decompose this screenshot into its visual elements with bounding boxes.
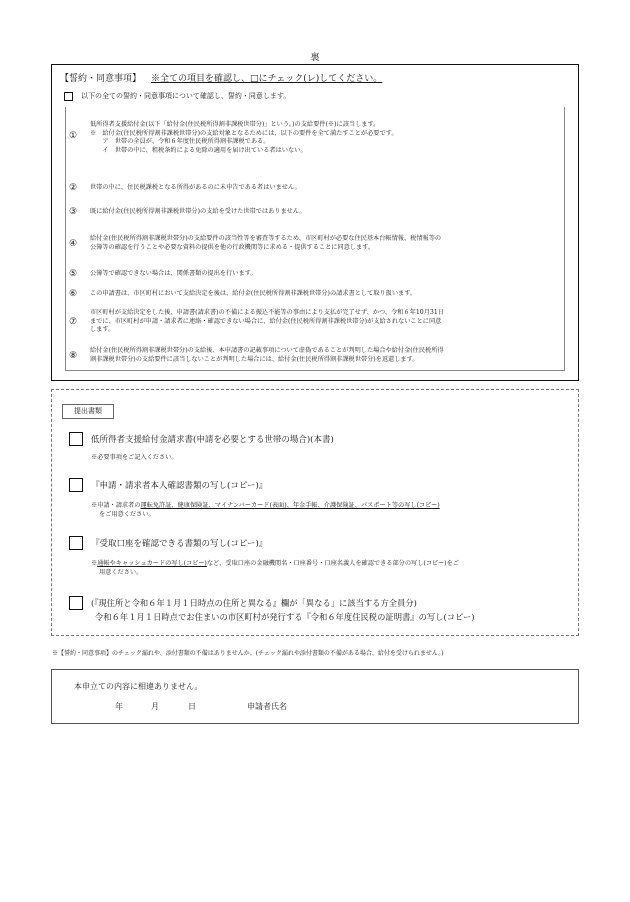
- pledge-item-number: ⑤: [69, 269, 78, 279]
- pledge-item-text: 給付金(住民税所得割非課税世帯分)の支給後、本申請書の記載事項について虚偽であることが判明した場合や給付金(住民税所得 割非課税世帯分)の支給要件に該当しないことが判明した場合には、給付金(住民税所得割非課税世帯分)を返還します。: [90, 347, 444, 363]
- date-month-label: 月: [151, 702, 159, 711]
- pledge-item-number: ⑦: [69, 317, 78, 327]
- pledge-instruction: ※全ての項目を確認し、□にチェック(レ)してください。: [151, 74, 383, 84]
- warning-footnote: ※【誓約・同意事項】のチェック漏れや、添付書類の不備はありませんか。(チェック漏れや添付書類の不備がある場合、給付を受けられません。): [52, 650, 444, 657]
- agree-all-label: 以下の全ての誓約・同意事項について確認し、誓約・同意します。: [81, 92, 291, 100]
- page-side-label: 裏: [310, 53, 320, 63]
- pledge-item-text: この申請書は、市区町村において支給決定を後は、給付金(住民税所得割非課税世帯分)の請求書として取り扱います。: [90, 290, 417, 297]
- document-label: 『受取口座を確認できる書類の写し(コピー)』: [91, 539, 268, 549]
- pledge-item-text: 給付金(住民税所得割非課税世帯分)の支給要件の該当性等を審査等するため、市区町村が必要な住民基本台帳情報、税情報等の 公簿等の確認を行うことや必要な資料の提供を他の行政機関等に求める・提供することに同意します。: [90, 235, 442, 251]
- pledge-item-text: 既に給付金(住民税所得割非課税世帯分)の支給を受けた世帯ではありません。: [90, 208, 306, 215]
- documents-title: 提出書類: [62, 404, 114, 419]
- document-checkbox[interactable]: [69, 596, 83, 610]
- declaration-text: 本申立ての内容に相違ありません。: [74, 682, 203, 691]
- pledge-item-number: ③: [69, 207, 78, 217]
- agree-all-row[interactable]: [64, 91, 290, 101]
- documents-section: [51, 389, 579, 636]
- pledge-item-number: ④: [69, 239, 78, 249]
- document-checkbox[interactable]: [69, 432, 83, 446]
- document-note: ※必要事項をご記入ください。: [91, 454, 178, 461]
- document-note: ※通帳やキャッシュカードの写し(コピー)など、受取口座の金融機関名・口座番号・口座名義人を確認できる部分の写し(コピー)をご 用意ください。: [91, 560, 459, 576]
- pledge-item-number: ①: [69, 131, 78, 141]
- document-label: 『申請・請求者本人確認書類の写し(コピー)』: [91, 481, 268, 491]
- document-checkbox[interactable]: [69, 536, 83, 550]
- document-label: 低所得者支援給付金請求書(申請を必要とする世帯の場合)(本書): [91, 435, 334, 445]
- pledge-item-text: 市区町村が支給決定をした後、申請書(請求書)の不備による振込不能等の事由により支払が完了せず、かつ、令和６年10月31日 までに、市区町村が申請・請求者に連絡・確認できない場合に、給付金(住民税所得割非課税世帯分)が支給されないことに同意 します。: [90, 309, 444, 333]
- declaration-section: [51, 669, 579, 724]
- pledge-item-text: 低所得者支援給付金(以下「給付金(住民税所得割非課税世帯分)」という。)の支給要件(※)に該当します。 ※ 給付金(住民税所得割非課税世帯分)の支給対象となるためには、以下の要件を全て満たすことが必要です。 ア 世帯の全員が、令和６年度住民税所得割非課税である。 イ 世帯の中に、租税条約による免除の適用を届け出ている者はいない。: [90, 121, 398, 154]
- pledge-header: [60, 71, 382, 84]
- pledge-title: 【誓約・同意事項】: [60, 74, 142, 84]
- date-year-label: 年: [115, 702, 123, 711]
- date-day-label: 日: [188, 702, 196, 711]
- pledge-item-number: ⑧: [69, 351, 78, 361]
- pledge-item-text: 世帯の中に、住民税課税となる所得があるのに未申告である者はいません。: [90, 184, 301, 191]
- pledge-item-text: 公簿等で確認できない場合は、関係書類の提出を行います。: [90, 270, 257, 277]
- pledge-items-list: [65, 107, 565, 371]
- applicant-name-label: 申請者氏名: [247, 702, 287, 711]
- document-note: ※申請・請求者の運転免許証、健康保険証、マイナンバーカード(表面)、年金手帳、介護保険証、パスポート等の写し(コピー) をご用意ください。: [91, 502, 440, 518]
- pledge-item-number: ②: [69, 183, 78, 193]
- document-label: (『現住所と令和６年１月１日時点の住所と異なる』欄が「異なる」に該当する方全員分): [91, 598, 417, 608]
- document-checkbox[interactable]: [69, 478, 83, 492]
- agree-all-checkbox[interactable]: [64, 92, 73, 101]
- pledge-item-number: ⑥: [69, 289, 78, 299]
- document-label-2: 令和６年１月１日時点でお住まいの市区町村が発行する『令和６年度住民税の証明書』の写し(コピー): [95, 612, 475, 622]
- pledge-section: [51, 64, 579, 381]
